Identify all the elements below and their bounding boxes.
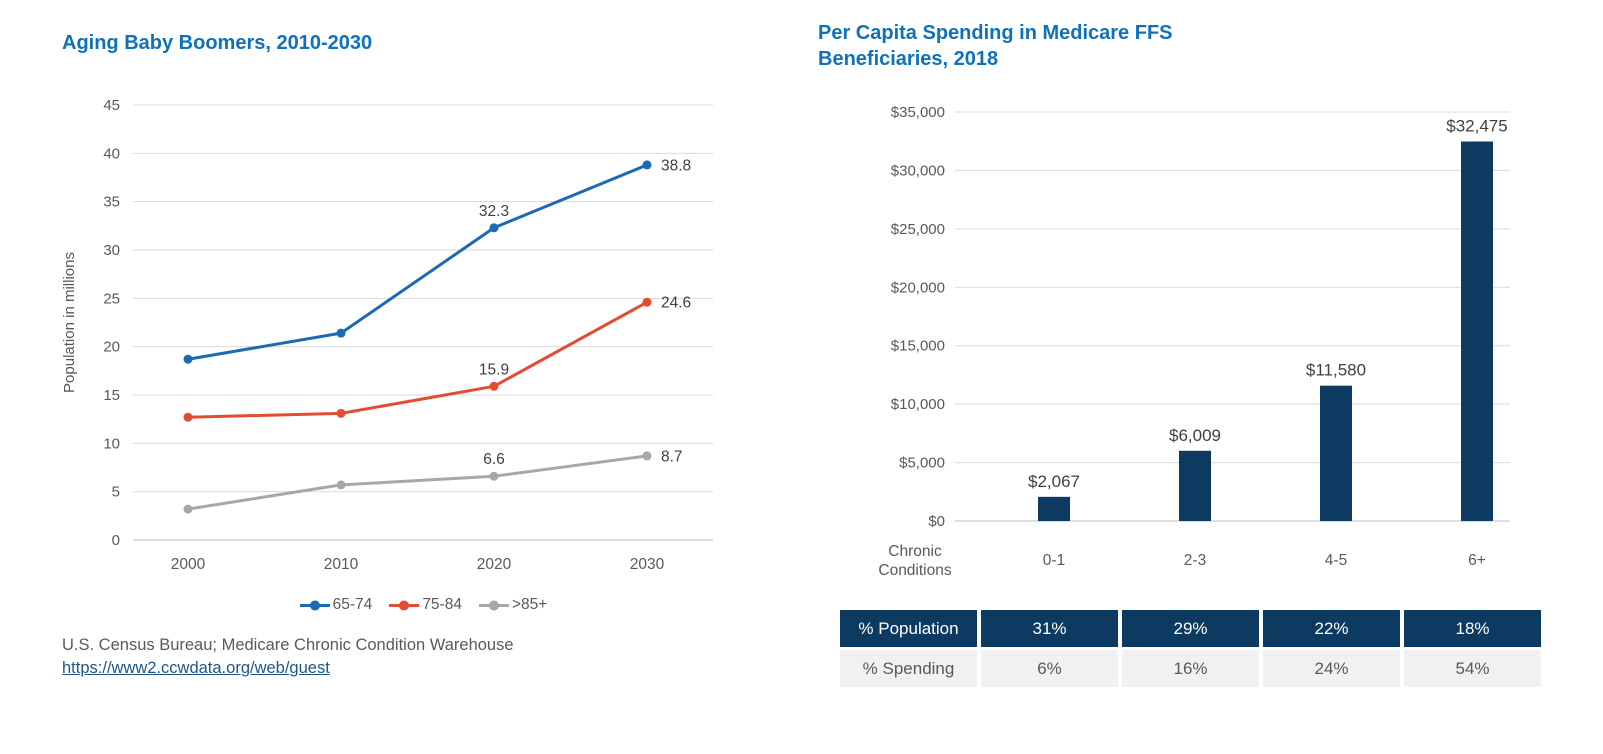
series-line-65-74 bbox=[188, 165, 647, 359]
y-tick-label: 5 bbox=[111, 483, 120, 501]
y-tick-label: 15 bbox=[103, 387, 120, 404]
y-tick-label: 45 bbox=[103, 97, 120, 114]
source-link[interactable]: https://www2.ccwdata.org/web/guest bbox=[62, 659, 330, 677]
bar-value-label: $32,475 bbox=[1446, 116, 1508, 136]
right-chart-title-line1: Per Capita Spending in Medicare FFS bbox=[818, 22, 1173, 44]
bar-value-label: $2,067 bbox=[1028, 471, 1080, 491]
bar-value-label: $6,009 bbox=[1169, 425, 1221, 445]
series-line->85+ bbox=[188, 456, 647, 509]
table-cell: 31% bbox=[981, 610, 1118, 647]
bar-0-1 bbox=[1038, 497, 1070, 521]
y-axis-title: Population in millions bbox=[61, 252, 78, 393]
y-tick-label: $10,000 bbox=[890, 396, 945, 414]
source-block bbox=[62, 634, 514, 680]
bar-6+ bbox=[1461, 142, 1493, 521]
data-label: 38.8 bbox=[661, 157, 692, 175]
table-cell: 29% bbox=[1122, 610, 1259, 647]
table-cell: 18% bbox=[1404, 610, 1541, 647]
data-point bbox=[490, 223, 499, 232]
data-point bbox=[643, 160, 652, 169]
y-tick-label: $30,000 bbox=[890, 162, 945, 180]
table-cell: 24% bbox=[1263, 650, 1400, 687]
data-label: 24.6 bbox=[661, 294, 692, 312]
line-chart bbox=[60, 80, 740, 600]
x-tick-label: 2000 bbox=[170, 556, 206, 573]
data-point bbox=[184, 413, 193, 422]
data-point bbox=[184, 355, 193, 364]
table-row-label: % Population bbox=[840, 610, 977, 647]
legend-label: 75-84 bbox=[422, 596, 462, 613]
legend-item-65-74 bbox=[299, 596, 373, 614]
right-chart-title-line2: Beneficiaries, 2018 bbox=[818, 48, 999, 70]
data-point bbox=[643, 298, 652, 307]
y-tick-label: 0 bbox=[111, 532, 120, 549]
table-cell: 16% bbox=[1122, 650, 1259, 687]
x-axis-title-line2: Conditions bbox=[878, 562, 952, 579]
data-point bbox=[643, 451, 652, 460]
bar-value-label: $11,580 bbox=[1305, 360, 1367, 380]
y-tick-label: $5,000 bbox=[899, 454, 945, 472]
data-point bbox=[490, 382, 499, 391]
bar-4-5 bbox=[1320, 386, 1352, 521]
data-point bbox=[184, 505, 193, 514]
y-tick-label: 40 bbox=[103, 145, 120, 163]
data-point bbox=[490, 472, 499, 481]
y-tick-label: $35,000 bbox=[890, 104, 945, 121]
table-cell: 54% bbox=[1404, 650, 1541, 687]
y-tick-label: $20,000 bbox=[890, 279, 945, 297]
y-tick-label: $15,000 bbox=[890, 337, 945, 355]
y-tick-label: $0 bbox=[928, 513, 945, 530]
table-row-label: % Spending bbox=[840, 650, 977, 687]
x-tick-label: 2010 bbox=[323, 556, 359, 573]
x-axis-title-line1: Chronic bbox=[888, 543, 942, 560]
table-cell: 22% bbox=[1263, 610, 1400, 647]
right-chart-title bbox=[818, 20, 1173, 72]
legend-label: 65-74 bbox=[332, 596, 373, 613]
y-tick-label: 30 bbox=[103, 242, 120, 259]
data-point bbox=[337, 409, 346, 418]
population-spending-table bbox=[840, 610, 1541, 687]
data-label: 15.9 bbox=[478, 361, 510, 379]
legend-marker-icon bbox=[478, 599, 510, 612]
legend-marker-icon bbox=[299, 599, 331, 612]
data-point bbox=[337, 329, 346, 338]
series-line-75-84 bbox=[188, 302, 647, 417]
y-tick-label: 20 bbox=[103, 338, 120, 356]
data-point bbox=[337, 480, 346, 489]
x-tick-label: 4-5 bbox=[1324, 552, 1348, 569]
y-tick-label: 35 bbox=[103, 193, 120, 211]
y-tick-label: 25 bbox=[103, 290, 120, 308]
x-tick-label: 6+ bbox=[1468, 552, 1486, 569]
legend-item-75-84 bbox=[388, 596, 462, 614]
data-label: 8.7 bbox=[661, 448, 683, 466]
y-tick-label: 10 bbox=[103, 435, 120, 453]
x-tick-label: 0-1 bbox=[1042, 552, 1066, 569]
bar-chart bbox=[818, 90, 1578, 600]
legend-item-85 bbox=[478, 596, 547, 614]
left-chart-title: Aging Baby Boomers, 2010-2030 bbox=[62, 32, 373, 54]
legend-marker-icon bbox=[388, 599, 420, 612]
x-tick-label: 2030 bbox=[629, 556, 665, 573]
bar-2-3 bbox=[1179, 451, 1211, 521]
x-tick-label: 2-3 bbox=[1183, 552, 1207, 569]
y-tick-label: $25,000 bbox=[890, 220, 945, 238]
legend-label: >85+ bbox=[511, 596, 548, 613]
source-text: U.S. Census Bureau; Medicare Chronic Condition Warehouse bbox=[62, 636, 514, 654]
line-chart-legend bbox=[133, 596, 713, 614]
table-cell: 6% bbox=[981, 650, 1118, 687]
data-label: 6.6 bbox=[483, 451, 505, 469]
data-label: 32.3 bbox=[478, 202, 510, 220]
x-tick-label: 2020 bbox=[476, 556, 512, 573]
